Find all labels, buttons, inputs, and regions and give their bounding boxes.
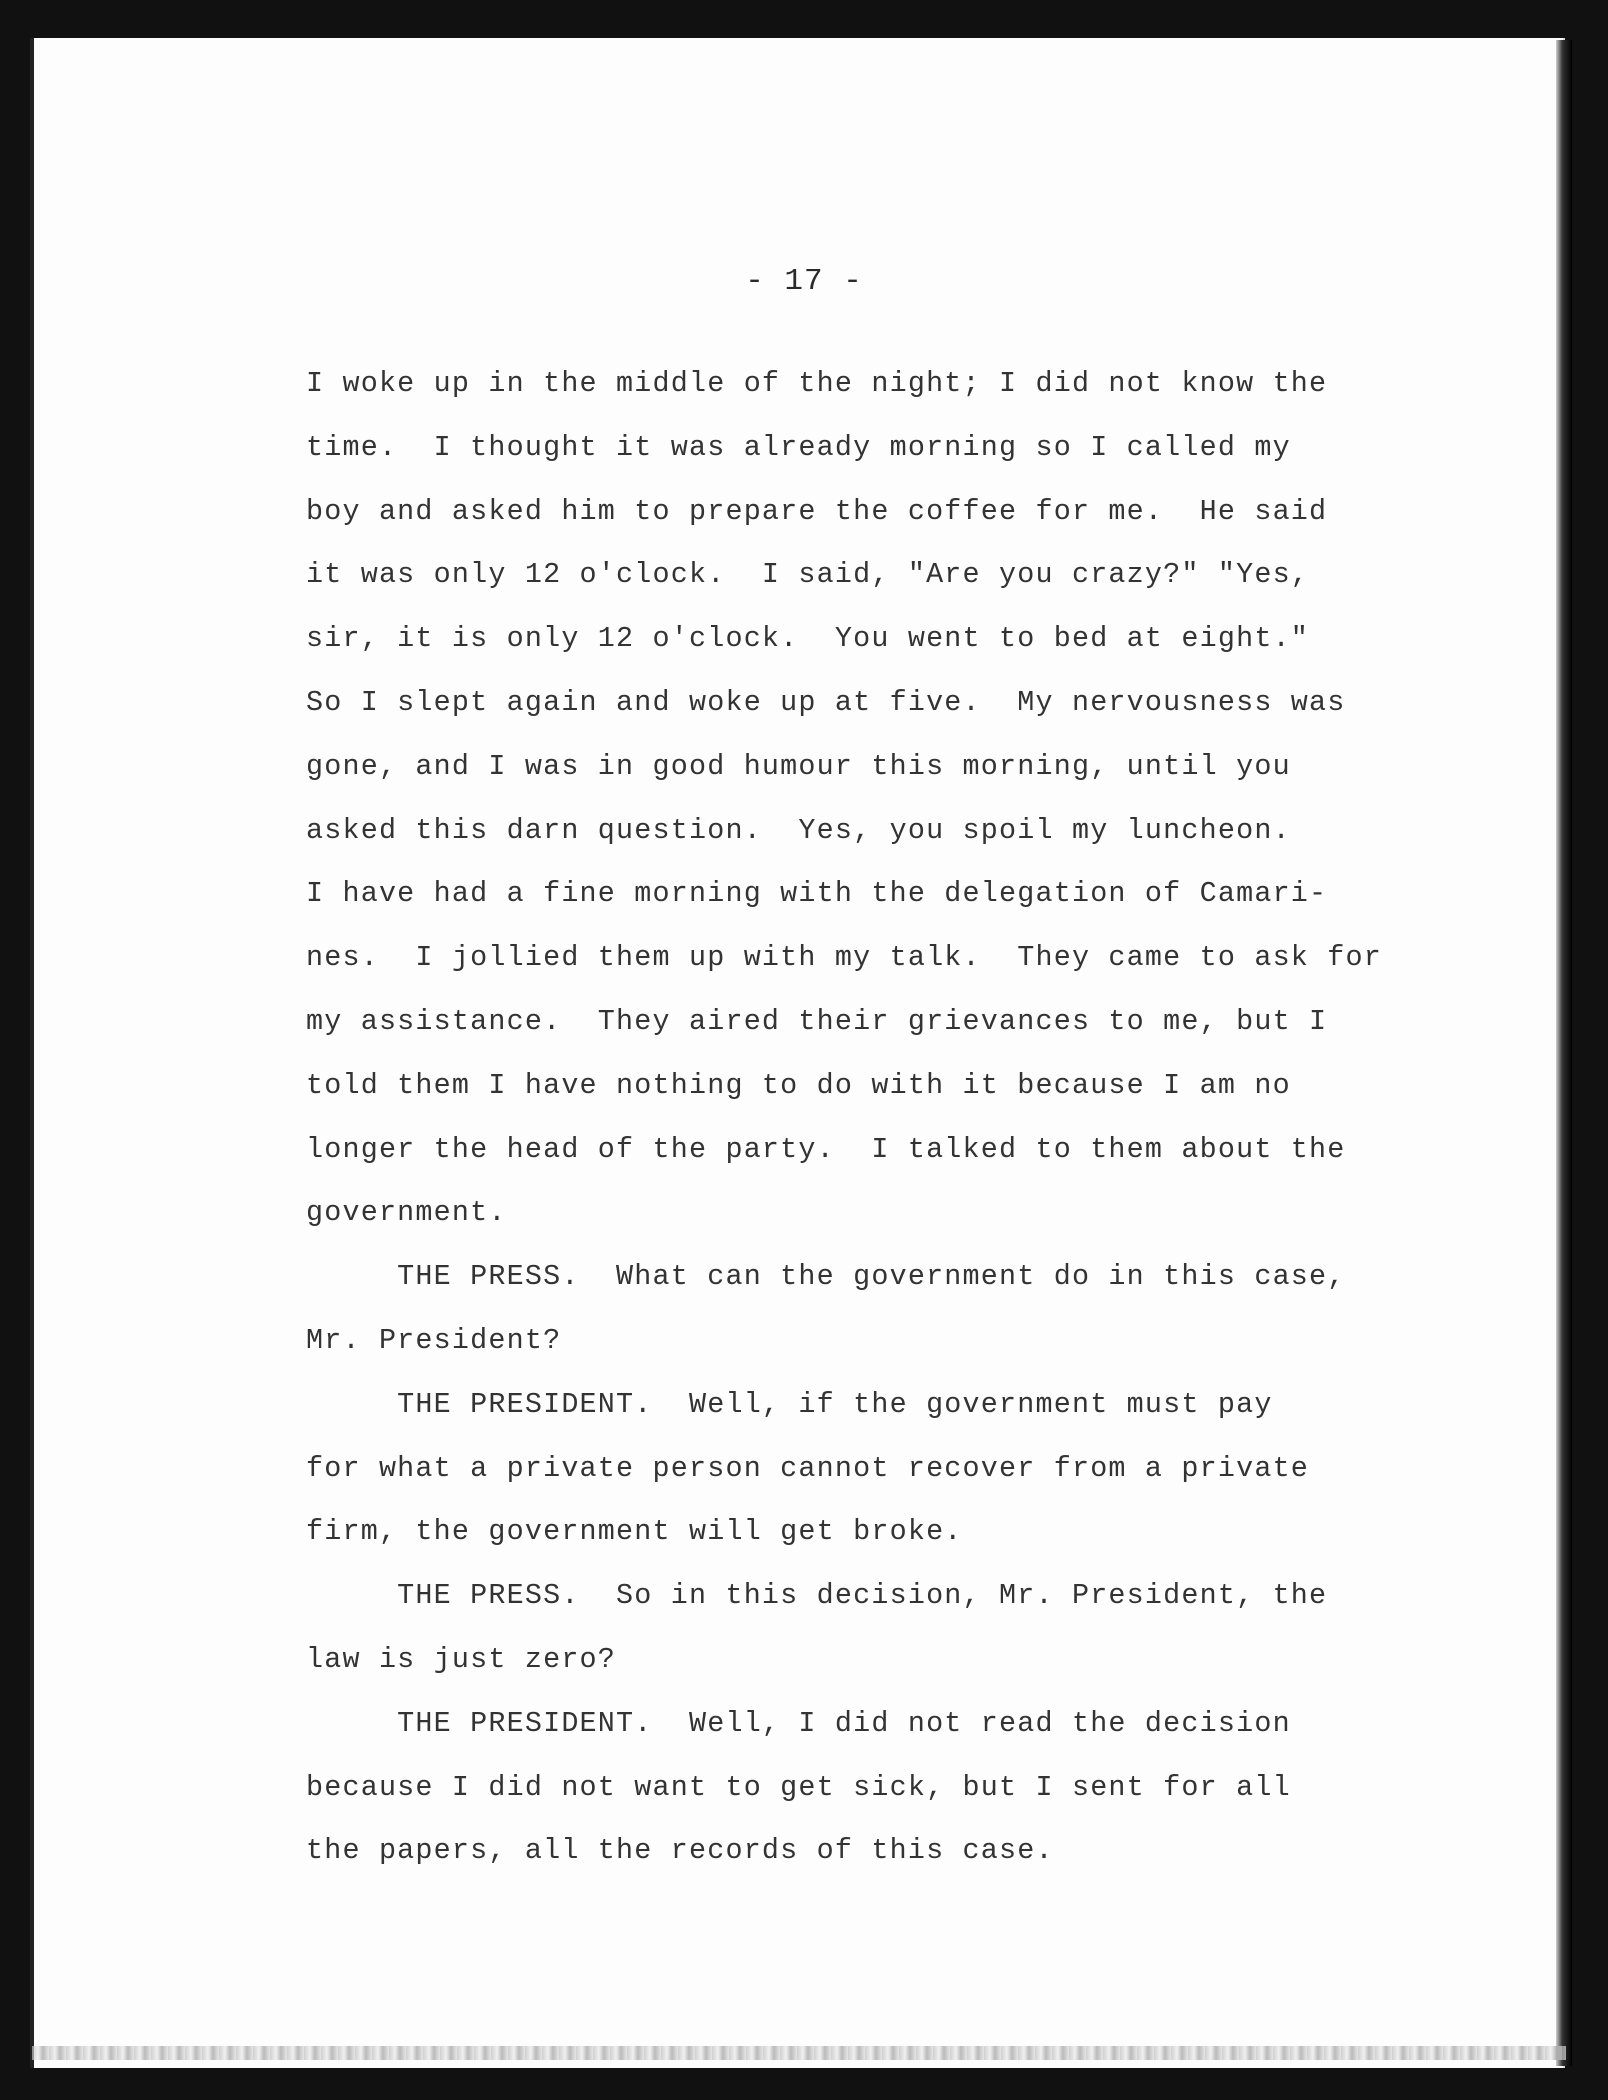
text-line: time. I thought it was already morning so I called my: [306, 430, 1291, 464]
transcript-text: [306, 352, 1436, 1883]
text-line: I have had a fine morning with the delegation of Camari-: [306, 877, 1328, 911]
speaker-line: THE PRESIDENT. Well, I did not read the decision: [306, 1706, 1291, 1740]
speaker-line: THE PRESIDENT. Well, if the government must pay: [306, 1387, 1273, 1421]
speaker-line: THE PRESS. What can the government do in this case,: [306, 1260, 1346, 1294]
text-line: government.: [306, 1196, 507, 1230]
page-bottom-edge: [32, 2046, 1566, 2060]
text-line: boy and asked him to prepare the coffee for me. He said: [306, 494, 1328, 528]
text-line: Mr. President?: [306, 1323, 562, 1357]
text-line: told them I have nothing to do with it because I am no: [306, 1068, 1291, 1102]
page-edge-shadow: [1556, 40, 1572, 2066]
text-line: the papers, all the records of this case.: [306, 1834, 1054, 1868]
text-line: asked this darn question. Yes, you spoil my luncheon.: [306, 813, 1291, 847]
text-line: I woke up in the middle of the night; I did not know the: [306, 367, 1328, 400]
text-line: my assistance. They aired their grievances to me, but I: [306, 1004, 1328, 1038]
text-line: longer the head of the party. I talked to them about the: [306, 1132, 1346, 1166]
page-number: - 17 -: [745, 264, 863, 299]
text-line: So I slept again and woke up at five. My nervousness was: [306, 685, 1346, 719]
text-line: nes. I jollied them up with my talk. They came to ask for: [306, 941, 1382, 975]
text-line: gone, and I was in good humour this morning, until you: [306, 749, 1291, 783]
text-line: for what a private person cannot recover from a private: [306, 1451, 1310, 1485]
speaker-line: THE PRESS. So in this decision, Mr. President, the: [306, 1579, 1328, 1613]
text-line: law is just zero?: [306, 1642, 617, 1676]
text-line: firm, the government will get broke.: [306, 1515, 963, 1549]
text-line: sir, it is only 12 o'clock. You went to bed at eight.": [306, 622, 1310, 656]
text-line: it was only 12 o'clock. I said, "Are you crazy?" "Yes,: [306, 558, 1310, 592]
text-line: because I did not want to get sick, but I sent for all: [306, 1770, 1291, 1804]
